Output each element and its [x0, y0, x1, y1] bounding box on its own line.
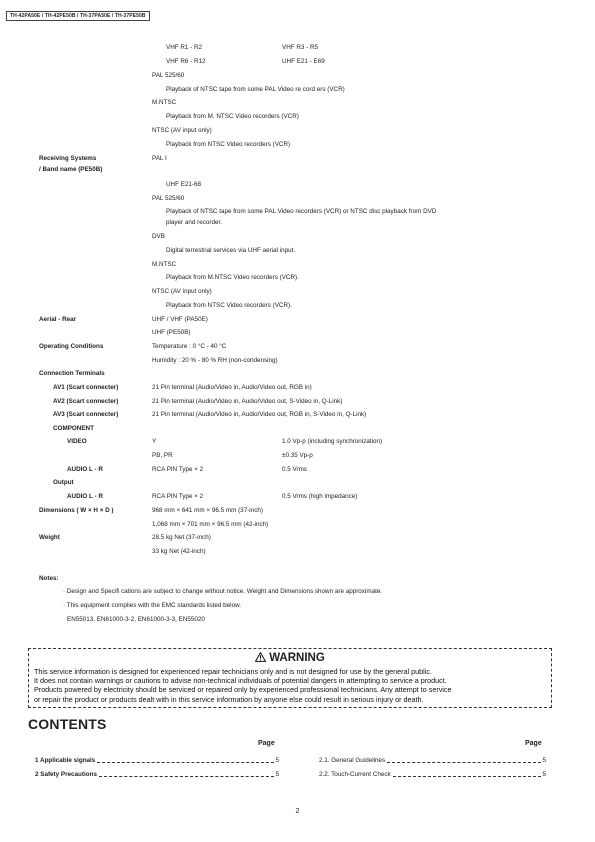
spec-label: VIDEO [67, 438, 87, 445]
spec-label: Operating Conditions [39, 343, 104, 350]
toc-page: 5 [275, 757, 279, 764]
spec-value: UHF (PE50B) [152, 329, 191, 336]
spec-value: Playback of NTSC tape from some PAL Video recorders (VCR) or NTSC disc playback from DVD [166, 208, 437, 215]
spec-value: NTSC (AV input only) [152, 288, 212, 295]
model-header: TH-42PA50E / TH-42PE50B / TH-37PA50E / TH-37PE50B [6, 11, 150, 21]
warning-triangle-icon [255, 652, 266, 665]
spec-value: DVB [152, 233, 165, 240]
spec-value: NTSC (AV input only) [152, 127, 212, 134]
warning-line: It does not contain warnings or cautions to advise non-technical individuals of potential dangers in attempting to service a product. [34, 676, 447, 686]
warning-line: or repair the product or products dealt with in this service information by anyone else could result in serious injury or death. [34, 694, 424, 704]
spec-label: COMPONENT [53, 425, 94, 432]
note-item: · Design and Specifi cations are subject to change without notice. Weight and Dimensions shown are approximate. [63, 588, 383, 595]
spec-value: Playback from M. NTSC Video recorders (VCR) [166, 113, 299, 120]
notes-title: Notes: [39, 575, 59, 582]
spec-value: PAL 525/60 [152, 72, 185, 79]
note-item: · This equipment complies with the EMC standards listed below. [63, 602, 242, 609]
spec-value: RCA PIN Type × 2 [152, 493, 204, 500]
spec-value: Playback from NTSC Video recorders (VCR). [166, 302, 292, 309]
spec-value: 968 mm × 641 mm × 96.5 mm (37-inch) [152, 507, 263, 514]
page-column-header-left: Page [258, 740, 275, 747]
warning-heading [29, 652, 551, 665]
spec-value: Playback from NTSC Video recorders (VCR) [166, 141, 291, 148]
spec-value: 33 kg Net (42-inch) [152, 548, 206, 555]
spec-value: 1,068 mm × 701 mm × 96.5 mm (42-inch) [152, 521, 269, 528]
spec-value-2: 0.5 Vrms [282, 466, 307, 473]
spec-value: UHF / VHF (PA50E) [152, 316, 208, 323]
spec-label: Connection Terminals [39, 370, 105, 377]
toc-leader [97, 762, 274, 763]
spec-label: AV3 (Scart connecter) [53, 411, 119, 418]
spec-value: 21 Pin terminal (Audio/Video in, Audio/Video out, S-Video in, Q-Link) [152, 398, 343, 405]
note-item: EN55013, EN61000-3-2, EN61000-3-3, EN55020 [67, 616, 205, 623]
spec-label: / Band name (PE50B) [39, 166, 103, 173]
spec-label: AUDIO L - R [67, 466, 103, 473]
toc-entry[interactable] [35, 771, 279, 779]
toc-page: 5 [542, 757, 546, 764]
spec-value-2: 0.5 Vrms (high impedance) [282, 493, 358, 500]
toc-label: 2 Safety Precautions [35, 771, 97, 778]
spec-value-2: 1.0 Vp-p (including synchronization) [282, 438, 383, 445]
spec-value: 21 Pin terminal (Audio/Video in, Audio/Video out, RGB in, S-Video in, Q-Link) [152, 411, 367, 418]
toc-label: 2.1. General Guidelines [319, 757, 386, 764]
spec-label: Weight [39, 534, 60, 541]
spec-label: AV1 (Scart connecter) [53, 384, 119, 391]
spec-label: Dimensions ( W × H × D ) [39, 507, 114, 514]
spec-value: UHF E21-68 [166, 181, 201, 188]
warning-line: This service information is designed for experienced repair technicians only and is not designed for use by the general public. [34, 667, 432, 676]
toc-leader [387, 762, 541, 763]
spec-value: RCA PIN Type × 2 [152, 466, 204, 473]
spec-value-2: VHF R3 - R5 [282, 44, 319, 51]
spec-value: M.NTSC [152, 99, 177, 106]
spec-value: Playback from M.NTSC Video recorders (VCR). [166, 274, 299, 281]
warning-text [34, 667, 547, 704]
toc-entry[interactable] [319, 757, 546, 765]
toc-entry[interactable] [35, 757, 279, 765]
page-number: 2 [295, 808, 300, 815]
spec-value-2: UHF E21 - E69 [282, 58, 325, 65]
spec-label: Aerial - Rear [39, 316, 77, 323]
spec-value: PAL I [152, 155, 167, 162]
toc-label: 2.2. Touch-Current Check [319, 771, 391, 778]
spec-label: AV2 (Scart connecter) [53, 398, 119, 405]
spec-label: Receiving Systems [39, 155, 97, 162]
spec-value: VHF R6 - R12 [166, 58, 206, 65]
toc-entry[interactable] [319, 771, 546, 779]
spec-value: Y [152, 438, 157, 445]
spec-value: 28.5 kg Net (37-inch) [152, 534, 211, 541]
spec-value: M.NTSC [152, 261, 177, 268]
spec-value: PB, PR [152, 452, 173, 459]
contents-title: CONTENTS [28, 716, 107, 732]
spec-value-2: ±0.35 Vp-p [282, 452, 313, 459]
spec-value: 21 Pin terminal (Audio/Video in, Audio/Video out, RGB in) [152, 384, 312, 391]
spec-label: Output [53, 479, 74, 486]
spec-value: VHF R1 - R2 [166, 44, 203, 51]
toc-leader [99, 776, 275, 777]
spec-value: PAL 525/60 [152, 195, 185, 202]
warning-box [28, 648, 552, 708]
spec-value: Humidity : 20 % - 80 % RH (non-condensing) [152, 357, 278, 364]
toc-label: 1 Applicable signals [35, 757, 96, 764]
toc-leader [393, 776, 542, 777]
warning-title: WARNING [269, 652, 325, 664]
spec-label: AUDIO L - R [67, 493, 103, 500]
spec-value: player and recorder. [166, 219, 223, 226]
toc-page: 5 [542, 771, 546, 778]
page-column-header-right: Page [525, 740, 542, 747]
spec-value: Digital terrestrial services via UHF aerial input. [166, 247, 296, 254]
warning-line: Products powered by electricity should be serviced or repaired only by experienced professional technicians. Any attempt to service [34, 685, 452, 695]
spec-value: Temperature : 0 °C - 40 °C [152, 343, 227, 350]
spec-value: Playback of NTSC tape from some PAL Video re cord ers (VCR) [166, 86, 345, 93]
toc-page: 5 [275, 771, 279, 778]
